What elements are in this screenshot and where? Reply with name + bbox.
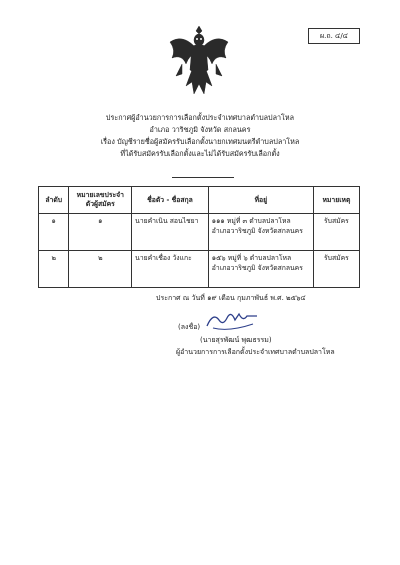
address-line-1: ๑๕๖ หมู่ที่ ๖ ตำบลปลาโหล (211, 254, 292, 262)
subject-line: เรื่อง บัญชีรายชื่อผู้สมัครรับเลือกตั้งนายกเทศมนตรีตำบลปลาโหล (100, 137, 300, 146)
form-code-box: ผ.ถ. ๔/๔ (308, 28, 360, 44)
district-province: อำเภอ วาริชภูมิ จังหวัด สกลนคร (149, 125, 251, 134)
table-row (39, 214, 360, 251)
garuda-emblem (168, 24, 230, 100)
cell-number: ๒ (69, 251, 132, 288)
cell-remark: รับสมัคร (313, 214, 359, 251)
table-header-row (39, 187, 360, 214)
cell-name: นายคำเชื่อง วังแกะ (132, 251, 209, 288)
cell-no: ๑ (39, 214, 69, 251)
cell-no: ๒ (39, 251, 69, 288)
divider (172, 177, 234, 178)
col-header-address: ที่อยู่ (208, 187, 313, 214)
col-header-no: ลำดับ (39, 187, 69, 214)
signatory-name: (นายสุรพัฒน์ พุฒธรรม) (200, 336, 272, 344)
signed-label: (ลงชื่อ) (178, 323, 201, 331)
address-line-1: ๑๑๑ หมู่ที่ ๓ ตำบลปลาโหล (211, 217, 291, 225)
candidate-table (38, 186, 360, 288)
cell-address (208, 251, 313, 288)
col-header-name: ชื่อตัว - ชื่อสกุล (132, 187, 209, 214)
address-line-2: อำเภอวาริชภูมิ จังหวัดสกลนคร (211, 227, 303, 235)
announcement-title: ประกาศผู้อำนวยการการเลือกตั้งประจำเทศบาลตำบลปลาโหล (105, 113, 295, 122)
subject-line-2: ที่ได้รับสมัครรับเลือกตั้งและไม่ได้รับสมัครรับเลือกตั้ง (120, 149, 280, 158)
col-header-remark: หมายเหตุ (313, 187, 359, 214)
handwritten-signature (203, 308, 261, 334)
col-header-number: หมายเลขประจำตัวผู้สมัคร (69, 187, 132, 214)
cell-address (208, 214, 313, 251)
announce-date: ประกาศ ณ วันที่ ๑๙ เดือน กุมภาพันธ์ พ.ศ. ๒๕๖๔ (156, 294, 306, 302)
cell-remark: รับสมัคร (313, 251, 359, 288)
cell-number: ๑ (69, 214, 132, 251)
address-line-2: อำเภอวาริชภูมิ จังหวัดสกลนคร (211, 264, 303, 272)
cell-name: นายคำเนิน สอนไชยา (132, 214, 209, 251)
signatory-position: ผู้อำนวยการการเลือกตั้งประจำเทศบาลตำบลปลาโหล (176, 348, 335, 356)
table-row (39, 251, 360, 288)
